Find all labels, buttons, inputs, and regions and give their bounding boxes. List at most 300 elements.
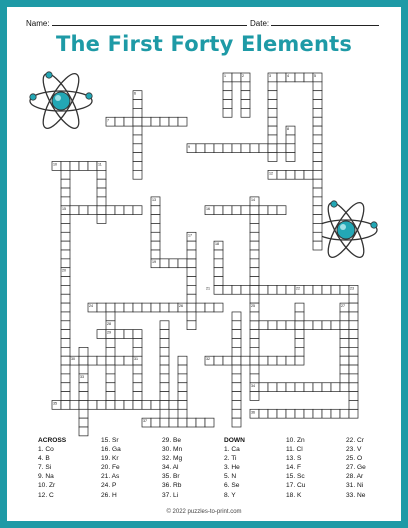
grid-cell[interactable] [88,356,97,365]
grid-cell[interactable] [178,409,187,418]
grid-cell[interactable] [295,330,304,339]
grid-cell[interactable] [205,303,214,312]
grid-cell[interactable] [313,117,322,126]
grid-cell[interactable] [268,153,277,162]
grid-cell[interactable] [133,206,142,215]
grid-cell[interactable] [223,206,232,215]
grid-cell[interactable] [250,339,259,348]
grid-cell[interactable] [277,409,286,418]
grid-cell[interactable] [349,294,358,303]
grid-cell[interactable] [232,339,241,348]
grid-cell[interactable] [250,321,259,330]
grid-cell[interactable] [313,126,322,135]
grid-cell[interactable] [79,392,88,401]
grid-cell[interactable] [178,418,187,427]
grid-cell[interactable] [106,392,115,401]
grid-cell[interactable] [349,374,358,383]
grid-cell[interactable] [277,285,286,294]
grid-cell[interactable] [196,418,205,427]
grid-cell[interactable] [187,259,196,268]
grid-cell[interactable] [313,223,322,232]
grid-cell[interactable] [304,170,313,179]
grid-cell[interactable] [232,73,241,82]
grid-cell[interactable] [61,321,70,330]
grid-cell[interactable] [259,144,268,153]
grid-cell[interactable] [79,206,88,215]
grid-cell[interactable] [340,365,349,374]
grid-cell[interactable] [268,409,277,418]
grid-cell[interactable] [151,241,160,250]
grid-cell[interactable] [178,356,187,365]
grid-cell[interactable] [133,108,142,117]
grid-cell[interactable] [313,241,322,250]
grid-cell[interactable] [313,91,322,100]
grid-cell[interactable] [196,303,205,312]
grid-cell[interactable] [124,206,133,215]
grid-cell[interactable] [349,392,358,401]
grid-cell[interactable] [259,321,268,330]
grid-cell[interactable] [232,312,241,321]
grid-cell[interactable] [97,330,106,339]
grid-cell[interactable] [61,303,70,312]
grid-cell[interactable] [61,347,70,356]
grid-cell[interactable] [133,383,142,392]
grid-cell[interactable] [133,374,142,383]
grid-cell[interactable] [106,303,115,312]
grid-cell[interactable] [340,339,349,348]
grid-cell[interactable] [349,339,358,348]
grid-cell[interactable] [250,268,259,277]
grid-cell[interactable] [295,383,304,392]
grid-cell[interactable] [340,312,349,321]
grid-cell[interactable] [250,144,259,153]
grid-cell[interactable] [133,303,142,312]
grid-cell[interactable] [79,356,88,365]
grid-cell[interactable] [133,330,142,339]
grid-cell[interactable] [250,223,259,232]
grid-cell[interactable] [214,277,223,286]
grid-cell[interactable] [340,409,349,418]
grid-cell[interactable] [313,82,322,91]
grid-cell[interactable] [313,162,322,171]
grid-cell[interactable] [160,374,169,383]
grid-cell[interactable] [151,206,160,215]
grid-cell[interactable] [277,170,286,179]
grid-cell[interactable] [250,259,259,268]
grid-cell[interactable] [187,312,196,321]
grid-cell[interactable] [277,73,286,82]
grid-cell[interactable] [259,206,268,215]
grid-cell[interactable] [223,144,232,153]
grid-cell[interactable] [61,356,70,365]
grid-cell[interactable] [106,400,115,409]
grid-cell[interactable] [61,330,70,339]
grid-cell[interactable] [268,117,277,126]
grid-cell[interactable] [97,206,106,215]
grid-cell[interactable] [187,285,196,294]
grid-cell[interactable] [259,356,268,365]
grid-cell[interactable] [232,321,241,330]
grid-cell[interactable] [313,100,322,109]
grid-cell[interactable] [160,365,169,374]
grid-cell[interactable] [115,117,124,126]
grid-cell[interactable] [187,268,196,277]
grid-cell[interactable] [79,365,88,374]
grid-cell[interactable] [187,277,196,286]
grid-cell[interactable] [241,285,250,294]
grid-cell[interactable] [169,418,178,427]
grid-cell[interactable] [214,268,223,277]
grid-cell[interactable] [322,321,331,330]
grid-cell[interactable] [97,400,106,409]
grid-cell[interactable] [97,215,106,224]
grid-cell[interactable] [133,162,142,171]
grid-cell[interactable] [61,259,70,268]
grid-cell[interactable] [295,321,304,330]
grid-cell[interactable] [241,100,250,109]
grid-cell[interactable] [142,117,151,126]
grid-cell[interactable] [295,73,304,82]
grid-cell[interactable] [160,347,169,356]
grid-cell[interactable] [232,347,241,356]
grid-cell[interactable] [313,108,322,117]
grid-cell[interactable] [61,241,70,250]
grid-cell[interactable] [313,383,322,392]
grid-cell[interactable] [340,321,349,330]
grid-cell[interactable] [223,100,232,109]
grid-cell[interactable] [250,206,259,215]
grid-cell[interactable] [232,383,241,392]
grid-cell[interactable] [133,170,142,179]
grid-cell[interactable] [169,400,178,409]
grid-cell[interactable] [232,365,241,374]
grid-cell[interactable] [106,347,115,356]
grid-cell[interactable] [133,100,142,109]
grid-cell[interactable] [160,383,169,392]
grid-cell[interactable] [250,392,259,401]
grid-cell[interactable] [61,400,70,409]
grid-cell[interactable] [61,339,70,348]
grid-cell[interactable] [241,108,250,117]
grid-cell[interactable] [277,356,286,365]
grid-cell[interactable] [313,285,322,294]
grid-cell[interactable] [232,374,241,383]
grid-cell[interactable] [232,206,241,215]
grid-cell[interactable] [259,383,268,392]
grid-cell[interactable] [70,162,79,171]
grid-cell[interactable] [232,418,241,427]
grid-cell[interactable] [241,82,250,91]
grid-cell[interactable] [241,206,250,215]
grid-cell[interactable] [61,188,70,197]
grid-cell[interactable] [304,73,313,82]
grid-cell[interactable] [286,153,295,162]
grid-cell[interactable] [268,383,277,392]
grid-cell[interactable] [349,303,358,312]
grid-cell[interactable] [286,285,295,294]
grid-cell[interactable] [340,285,349,294]
grid-cell[interactable] [178,259,187,268]
grid-cell[interactable] [124,356,133,365]
grid-cell[interactable] [160,418,169,427]
grid-cell[interactable] [88,206,97,215]
grid-cell[interactable] [322,383,331,392]
grid-cell[interactable] [349,347,358,356]
grid-cell[interactable] [133,400,142,409]
grid-cell[interactable] [340,347,349,356]
grid-cell[interactable] [286,170,295,179]
grid-cell[interactable] [331,409,340,418]
grid-cell[interactable] [295,339,304,348]
grid-cell[interactable] [277,206,286,215]
grid-cell[interactable] [232,409,241,418]
grid-cell[interactable] [232,400,241,409]
grid-cell[interactable] [61,312,70,321]
grid-cell[interactable] [331,285,340,294]
grid-cell[interactable] [268,144,277,153]
grid-cell[interactable] [241,91,250,100]
grid-cell[interactable] [151,250,160,259]
grid-cell[interactable] [295,170,304,179]
grid-cell[interactable] [349,400,358,409]
grid-cell[interactable] [295,409,304,418]
grid-cell[interactable] [304,321,313,330]
grid-cell[interactable] [268,126,277,135]
grid-cell[interactable] [277,144,286,153]
grid-cell[interactable] [349,365,358,374]
grid-cell[interactable] [133,144,142,153]
grid-cell[interactable] [250,232,259,241]
grid-cell[interactable] [349,330,358,339]
grid-cell[interactable] [151,303,160,312]
grid-cell[interactable] [349,383,358,392]
grid-cell[interactable] [151,232,160,241]
grid-cell[interactable] [61,215,70,224]
grid-cell[interactable] [313,197,322,206]
grid-cell[interactable] [331,321,340,330]
grid-cell[interactable] [268,356,277,365]
grid-cell[interactable] [223,82,232,91]
grid-cell[interactable] [214,285,223,294]
grid-cell[interactable] [133,135,142,144]
grid-cell[interactable] [79,383,88,392]
grid-cell[interactable] [250,285,259,294]
grid-cell[interactable] [313,206,322,215]
grid-cell[interactable] [313,170,322,179]
grid-cell[interactable] [115,356,124,365]
grid-cell[interactable] [268,100,277,109]
grid-cell[interactable] [61,285,70,294]
grid-cell[interactable] [250,215,259,224]
grid-cell[interactable] [142,303,151,312]
grid-cell[interactable] [223,91,232,100]
grid-cell[interactable] [169,117,178,126]
grid-cell[interactable] [61,294,70,303]
grid-cell[interactable] [178,374,187,383]
grid-cell[interactable] [232,356,241,365]
grid-cell[interactable] [79,427,88,436]
grid-cell[interactable] [313,409,322,418]
grid-cell[interactable] [151,223,160,232]
grid-cell[interactable] [106,312,115,321]
grid-cell[interactable] [151,117,160,126]
grid-cell[interactable] [97,356,106,365]
grid-cell[interactable] [115,303,124,312]
grid-cell[interactable] [187,250,196,259]
grid-cell[interactable] [97,179,106,188]
grid-cell[interactable] [331,383,340,392]
grid-cell[interactable] [61,197,70,206]
grid-cell[interactable] [304,285,313,294]
grid-cell[interactable] [70,206,79,215]
grid-cell[interactable] [268,108,277,117]
grid-cell[interactable] [160,409,169,418]
grid-cell[interactable] [259,285,268,294]
grid-cell[interactable] [349,356,358,365]
grid-cell[interactable] [313,232,322,241]
grid-cell[interactable] [214,250,223,259]
grid-cell[interactable] [61,232,70,241]
grid-cell[interactable] [79,418,88,427]
grid-cell[interactable] [160,339,169,348]
grid-cell[interactable] [151,418,160,427]
grid-cell[interactable] [61,392,70,401]
grid-cell[interactable] [322,409,331,418]
grid-cell[interactable] [295,303,304,312]
grid-cell[interactable] [322,285,331,294]
grid-cell[interactable] [286,321,295,330]
grid-cell[interactable] [295,356,304,365]
grid-cell[interactable] [223,356,232,365]
grid-cell[interactable] [178,392,187,401]
grid-cell[interactable] [349,321,358,330]
grid-cell[interactable] [133,117,142,126]
grid-cell[interactable] [160,356,169,365]
grid-cell[interactable] [232,330,241,339]
grid-cell[interactable] [250,330,259,339]
grid-cell[interactable] [160,259,169,268]
grid-cell[interactable] [187,294,196,303]
grid-cell[interactable] [61,223,70,232]
grid-cell[interactable] [106,383,115,392]
grid-cell[interactable] [106,365,115,374]
grid-cell[interactable] [277,321,286,330]
grid-cell[interactable] [133,347,142,356]
grid-cell[interactable] [79,400,88,409]
grid-cell[interactable] [232,392,241,401]
grid-cell[interactable] [160,400,169,409]
grid-cell[interactable] [124,117,133,126]
grid-cell[interactable] [133,365,142,374]
grid-cell[interactable] [97,303,106,312]
grid-cell[interactable] [61,179,70,188]
grid-cell[interactable] [187,303,196,312]
grid-cell[interactable] [160,303,169,312]
grid-cell[interactable] [250,250,259,259]
grid-cell[interactable] [124,400,133,409]
grid-cell[interactable] [268,321,277,330]
grid-cell[interactable] [133,126,142,135]
grid-cell[interactable] [304,409,313,418]
grid-cell[interactable] [259,409,268,418]
grid-cell[interactable] [250,294,259,303]
grid-cell[interactable] [313,135,322,144]
grid-cell[interactable] [115,206,124,215]
grid-cell[interactable] [160,321,169,330]
grid-cell[interactable] [61,250,70,259]
grid-cell[interactable] [70,400,79,409]
grid-cell[interactable] [223,108,232,117]
grid-cell[interactable] [79,409,88,418]
grid-cell[interactable] [250,312,259,321]
grid-cell[interactable] [160,117,169,126]
grid-cell[interactable] [133,392,142,401]
grid-cell[interactable] [178,117,187,126]
grid-cell[interactable] [61,170,70,179]
grid-cell[interactable] [268,285,277,294]
grid-cell[interactable] [187,418,196,427]
grid-cell[interactable] [241,144,250,153]
grid-cell[interactable] [106,374,115,383]
grid-cell[interactable] [97,170,106,179]
grid-cell[interactable] [160,392,169,401]
grid-cell[interactable] [88,162,97,171]
grid-cell[interactable] [340,356,349,365]
grid-cell[interactable] [268,82,277,91]
grid-cell[interactable] [124,303,133,312]
grid-cell[interactable] [88,400,97,409]
grid-cell[interactable] [97,197,106,206]
grid-cell[interactable] [349,312,358,321]
grid-cell[interactable] [97,188,106,197]
grid-cell[interactable] [250,347,259,356]
grid-cell[interactable] [277,383,286,392]
grid-cell[interactable] [187,241,196,250]
grid-cell[interactable] [187,321,196,330]
grid-cell[interactable] [178,383,187,392]
grid-cell[interactable] [178,400,187,409]
grid-cell[interactable] [313,321,322,330]
grid-cell[interactable] [232,285,241,294]
grid-cell[interactable] [151,400,160,409]
grid-cell[interactable] [124,330,133,339]
grid-cell[interactable] [286,409,295,418]
grid-cell[interactable] [313,188,322,197]
grid-cell[interactable] [142,400,151,409]
grid-cell[interactable] [349,409,358,418]
grid-cell[interactable] [214,144,223,153]
grid-cell[interactable] [160,330,169,339]
grid-cell[interactable] [205,418,214,427]
grid-cell[interactable] [250,277,259,286]
grid-cell[interactable] [313,153,322,162]
grid-cell[interactable] [214,259,223,268]
grid-cell[interactable] [304,383,313,392]
grid-cell[interactable] [250,365,259,374]
grid-cell[interactable] [268,91,277,100]
grid-cell[interactable] [169,303,178,312]
grid-cell[interactable] [106,206,115,215]
grid-cell[interactable] [340,374,349,383]
grid-cell[interactable] [115,330,124,339]
grid-cell[interactable] [340,330,349,339]
grid-cell[interactable] [61,374,70,383]
grid-cell[interactable] [268,206,277,215]
grid-cell[interactable] [61,365,70,374]
grid-cell[interactable] [214,356,223,365]
grid-cell[interactable] [106,339,115,348]
grid-cell[interactable] [286,144,295,153]
